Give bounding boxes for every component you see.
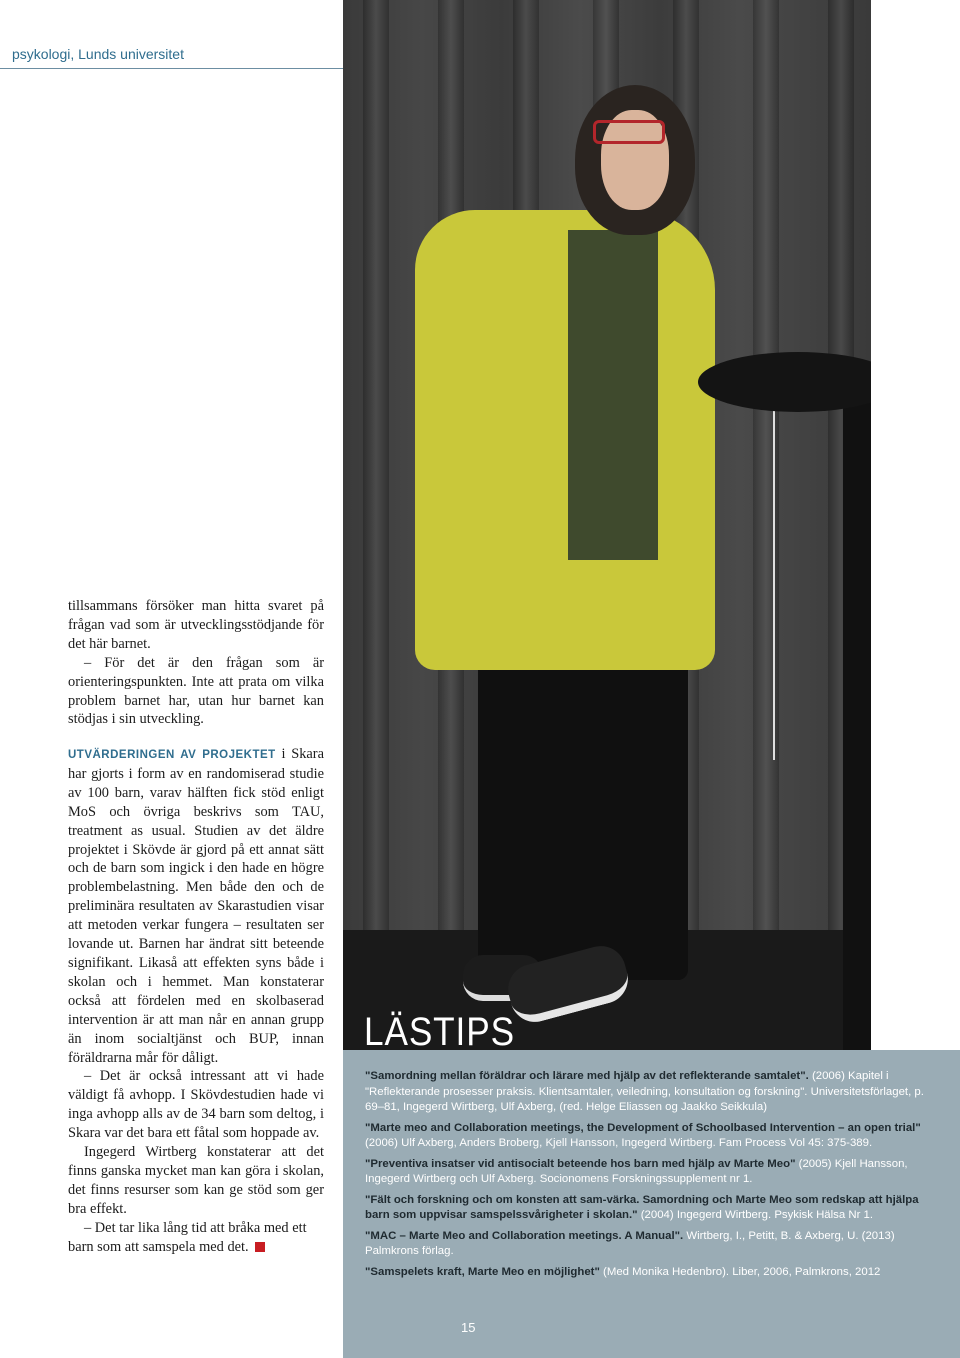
end-mark-icon [255,1242,265,1252]
cable [773,380,775,760]
tip-title: "Samspelets kraft, Marte Meo en möjlighet" [365,1265,600,1278]
tip-title: "Marte meo and Collaboration meetings, the Development of Schoolbased Intervention – an open trial" [365,1121,921,1134]
tip-details: (2006) Kapitel i "Reflekterande prosesser praksis. Klientsamtaler, veiledning, konsultation og forskning". Universitetsförlaget, p. 69–81, Ingegerd Wirtberg, Ulf Axberg, (red. Helge Eliassen og Jaakko Seikkula) [365,1070,924,1113]
blouse [568,230,658,560]
paragraph: tillsammans försöker man hitta svaret på frågan vad som är utvecklingsstödjande för det här barnet. [68,598,324,652]
reading-tip [365,1265,925,1281]
tip-details: Wirtberg, I., Petitt, B. & Axberg, U. (2013) Palmkrons förlag. [365,1229,895,1257]
paragraph: – För det är den frågan som är orienteringspunkten. Inte att prata om vilka problem barnet har, utan hur barnet kan stödjas i sin utveckling. [68,654,324,728]
paragraph [68,1219,324,1257]
header-rule [0,68,343,69]
tip-details: (Med Monika Hedenbro). Liber, 2006, Palmkrons, 2012 [599,1265,881,1278]
reading-tips-list [365,1069,925,1285]
paragraph-text: – Det tar lika lång tid att bråka med ett barn som att samspela med det. [68,1219,307,1255]
curtain-fold [753,0,779,960]
reading-tip [365,1157,925,1188]
table-top [698,352,871,412]
glasses [593,120,665,144]
reading-tip [365,1121,925,1152]
paragraph: Ingegerd Wirtberg konstaterar att det finns ganska mycket man kan göra i skolan, det finns resurser som kan ge stöd som ger bra effekt. [68,1144,324,1217]
reading-tip [365,1069,925,1116]
reading-tip [365,1193,925,1224]
paragraph-text: i Skara har gjorts i form av en randomiserad studie av 100 barn, varav hälften fick stöd enligt MoS och övriga beskrivs som TAU, treatment as usual. Studien av det äldre projektet i Skövde är gjord på ett annat sätt och de barn som ingick i den hade en högre problembelastning. Men både den och de preliminära resultaten av Skarastudien visar att metoden verkar fungera – resultaten ser lovande ut. Barnen har ändrat sitt beteende signifikant. Likaså att effekten syns både i skolan och i hemmet. Man konstaterar också att fördelen med en skolbaserad intervention är att man når en annan grupp än inom socialtjänst och BUP, innan föräldrarna mår för dåligt. [68,746,324,1066]
tip-title: "Fält och forskning och om konsten att sam-värka. Samordning och Marte Meo som redskap att hjälpa barn som uppvisar samspelssvårigheter i skolan." [365,1193,919,1221]
tip-details: (2006) Ulf Axberg, Anders Broberg, Kjell Hansson, Ingegerd Wirtberg. Fam Process Vol 45: 375-389. [365,1137,873,1149]
running-header: psykologi, Lunds universitet [12,46,184,62]
article-column-main [68,745,324,1256]
speaker-photo [343,0,871,1050]
table-leg [843,390,871,1050]
section-lead: UTVÄRDERINGEN AV PROJEKTET [68,749,276,761]
tip-title: "Preventiva insatser vid antisocialt beteende hos barn med hjälp av Marte Meo" [365,1157,796,1170]
page-number: 15 [461,1320,476,1335]
curtain-fold [363,0,389,960]
article-column-top [68,597,324,729]
reading-tips-title: LÄSTIPS [364,1010,515,1054]
jacket [415,210,715,670]
tip-title: "Samordning mellan föräldrar och lärare med hjälp av det reflekterande samtalet". [365,1070,809,1082]
paragraph: – Det är också intressant att vi hade väldigt få avhopp. I Skövdestudien hade vi inga avhopp alls av de 34 barn som deltog, i Skara var det bara ett fåtal som hoppade av. [68,1068,324,1142]
tip-details: (2004) Ingegerd Wirtberg. Psykisk Hälsa Nr 1. [637,1209,874,1221]
reading-tip [365,1229,925,1260]
tip-details: (2005) Kjell Hansson, Ingegerd Wirtberg och Ulf Axberg. Socionomens Forskningssupplement nr 1. [365,1157,908,1185]
paragraph [68,745,324,1067]
tip-title: "MAC – Marte Meo and Collaboration meetings. A Manual". [365,1229,684,1242]
